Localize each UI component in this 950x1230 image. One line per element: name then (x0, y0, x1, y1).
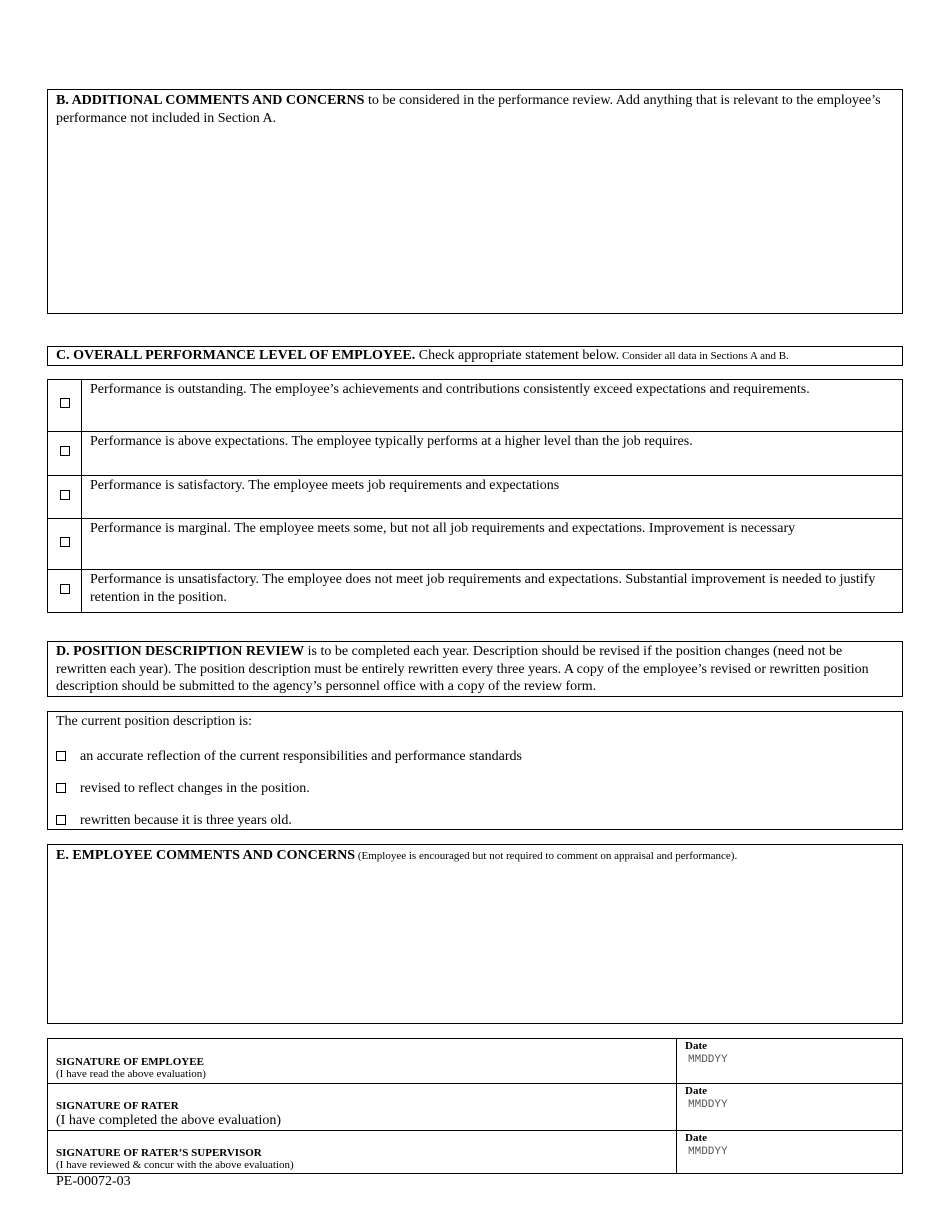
employee-signature-field[interactable] (48, 1039, 677, 1083)
section-c-heading: C. OVERALL PERFORMANCE LEVEL OF EMPLOYEE. (56, 348, 416, 363)
signature-table (47, 1038, 903, 1174)
section-e-note: (Employee is encouraged but not required to comment on appraisal and performance). (355, 850, 738, 862)
pd-rewritten-checkbox[interactable] (56, 815, 66, 825)
pd-option-label: an accurate reflection of the current responsibilities and performance standards (80, 749, 522, 764)
section-d-heading: D. POSITION DESCRIPTION REVIEW (56, 644, 305, 659)
signature-note: (I have read the above evaluation) (56, 1067, 206, 1080)
date-placeholder: MMDDYY (688, 1145, 728, 1158)
signature-row-employee (48, 1039, 902, 1083)
performance-option-text: Performance is outstanding. The employee’s achievements and contributions consistently exceed expectations and requirements. (82, 380, 903, 431)
signature-row-rater (48, 1083, 902, 1130)
section-e-heading: E. EMPLOYEE COMMENTS AND CONCERNS (56, 848, 356, 863)
section-d-header (47, 641, 903, 697)
section-b-text: to be considered in the performance review. Add anything that is relevant to the employee’s performance not included in Section A. (56, 93, 881, 126)
signature-note: (I have reviewed & concur with the above evaluation) (56, 1159, 294, 1171)
performance-option-row (48, 518, 902, 569)
performance-option-row (48, 380, 902, 431)
signature-row-supervisor (48, 1130, 902, 1173)
rater-signature-field[interactable] (48, 1083, 677, 1130)
employee-date-field[interactable] (677, 1039, 903, 1083)
performance-option-text: Performance is unsatisfactory. The employee does not meet job requirements and expectations. Substantial improvement is needed to justify retention in the position. (82, 569, 903, 612)
signature-label: SIGNATURE OF EMPLOYEE (56, 1055, 204, 1068)
signature-label: SIGNATURE OF RATER’S SUPERVISOR (56, 1147, 262, 1159)
pd-option-accurate (56, 749, 522, 765)
pd-revised-checkbox[interactable] (56, 783, 66, 793)
pd-option-label: revised to reflect changes in the position. (80, 781, 310, 796)
section-d-text: is to be completed each year. Description should be revised if the position changes (need not be rewritten each year). The position description must be entirely rewritten every three years. A copy of the employee’s revised or rewritten position description should be submitted to the agency’s personnel office with a copy of the review form. (56, 644, 869, 694)
supervisor-signature-field[interactable] (48, 1130, 677, 1173)
date-placeholder: MMDDYY (688, 1098, 728, 1111)
rater-date-field[interactable] (677, 1083, 903, 1130)
pd-option-rewritten (56, 813, 292, 829)
date-placeholder: MMDDYY (688, 1054, 728, 1066)
section-b-heading: B. ADDITIONAL COMMENTS AND CONCERNS (56, 93, 365, 108)
performance-option-text: Performance is marginal. The employee meets some, but not all job requirements and expectations. Improvement is necessary (82, 518, 903, 569)
signature-label: SIGNATURE OF RATER (56, 1099, 179, 1112)
performance-option-text: Performance is above expectations. The employee typically performs at a higher level than the job requires. (82, 431, 903, 475)
position-description-options (47, 711, 903, 830)
signature-note: (I have completed the above evaluation) (56, 1112, 282, 1128)
pd-option-label: rewritten because it is three years old. (80, 813, 292, 828)
date-label: Date (685, 1040, 707, 1052)
satisfactory-checkbox[interactable] (60, 490, 70, 500)
supervisor-date-field[interactable] (677, 1130, 903, 1173)
performance-option-row (48, 475, 902, 518)
form-number: PE-00072-03 (56, 1174, 131, 1189)
section-b-comments-box[interactable] (47, 89, 903, 314)
section-c-note: Consider all data in Sections A and B. (619, 350, 789, 362)
pd-option-revised (56, 781, 310, 797)
date-label: Date (685, 1131, 707, 1144)
unsatisfactory-checkbox[interactable] (60, 584, 70, 594)
section-c-instruction: Check appropriate statement below. (415, 348, 620, 363)
marginal-checkbox[interactable] (60, 537, 70, 547)
performance-option-text: Performance is satisfactory. The employee meets job requirements and expectations (82, 475, 903, 518)
above-expectations-checkbox[interactable] (60, 446, 70, 456)
current-description-label: The current position description is: (56, 714, 252, 729)
section-c-header (47, 346, 903, 366)
pd-accurate-checkbox[interactable] (56, 751, 66, 761)
performance-option-row (48, 569, 902, 612)
date-label: Date (685, 1084, 707, 1097)
section-e-comments-box[interactable] (47, 844, 903, 1024)
outstanding-checkbox[interactable] (60, 398, 70, 408)
performance-option-row (48, 431, 902, 475)
performance-level-table (47, 379, 903, 613)
